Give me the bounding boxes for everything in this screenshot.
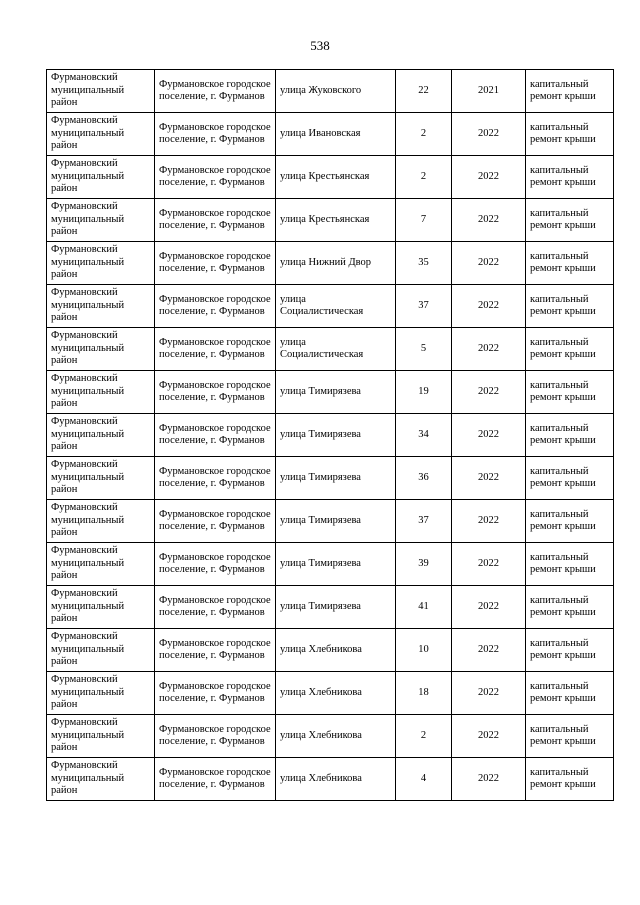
house-number-cell: 34 xyxy=(396,414,452,457)
table-row xyxy=(47,242,614,285)
settlement-cell: Фурмановское городское поселение, г. Фурманов xyxy=(155,715,276,758)
work-type-cell: капитальный ремонт крыши xyxy=(526,457,614,500)
house-number-cell: 18 xyxy=(396,672,452,715)
street-cell: улица Крестьянская xyxy=(276,199,396,242)
year-cell: 2021 xyxy=(452,70,526,113)
table-row xyxy=(47,371,614,414)
settlement-cell: Фурмановское городское поселение, г. Фурманов xyxy=(155,672,276,715)
district-cell: Фурмановский муниципальный район xyxy=(47,672,155,715)
work-type-cell: капитальный ремонт крыши xyxy=(526,113,614,156)
street-cell: улица Жуковского xyxy=(276,70,396,113)
district-cell: Фурмановский муниципальный район xyxy=(47,414,155,457)
street-cell: улица Тимирязева xyxy=(276,457,396,500)
district-cell: Фурмановский муниципальный район xyxy=(47,242,155,285)
table-row xyxy=(47,285,614,328)
year-cell: 2022 xyxy=(452,113,526,156)
street-cell: улица Тимирязева xyxy=(276,371,396,414)
table-row xyxy=(47,113,614,156)
table-row xyxy=(47,629,614,672)
district-cell: Фурмановский муниципальный район xyxy=(47,586,155,629)
street-cell: улица Тимирязева xyxy=(276,586,396,629)
district-cell: Фурмановский муниципальный район xyxy=(47,500,155,543)
street-cell: улица Тимирязева xyxy=(276,543,396,586)
settlement-cell: Фурмановское городское поселение, г. Фурманов xyxy=(155,328,276,371)
work-type-cell: капитальный ремонт крыши xyxy=(526,371,614,414)
settlement-cell: Фурмановское городское поселение, г. Фурманов xyxy=(155,70,276,113)
house-number-cell: 22 xyxy=(396,70,452,113)
table-row xyxy=(47,758,614,801)
district-cell: Фурмановский муниципальный район xyxy=(47,156,155,199)
district-cell: Фурмановский муниципальный район xyxy=(47,543,155,586)
house-number-cell: 35 xyxy=(396,242,452,285)
work-type-cell: капитальный ремонт крыши xyxy=(526,70,614,113)
settlement-cell: Фурмановское городское поселение, г. Фурманов xyxy=(155,586,276,629)
year-cell: 2022 xyxy=(452,371,526,414)
street-cell: улица Тимирязева xyxy=(276,500,396,543)
street-cell: улица Хлебникова xyxy=(276,629,396,672)
street-cell: улица Ивановская xyxy=(276,113,396,156)
table-row xyxy=(47,457,614,500)
year-cell: 2022 xyxy=(452,242,526,285)
street-cell: улица Крестьянская xyxy=(276,156,396,199)
table-row xyxy=(47,328,614,371)
work-type-cell: капитальный ремонт крыши xyxy=(526,328,614,371)
table-row xyxy=(47,586,614,629)
table-row xyxy=(47,500,614,543)
settlement-cell: Фурмановское городское поселение, г. Фурманов xyxy=(155,414,276,457)
table-row xyxy=(47,156,614,199)
work-type-cell: капитальный ремонт крыши xyxy=(526,500,614,543)
district-cell: Фурмановский муниципальный район xyxy=(47,113,155,156)
table-row xyxy=(47,715,614,758)
year-cell: 2022 xyxy=(452,543,526,586)
street-cell: улица Социалистическая xyxy=(276,285,396,328)
settlement-cell: Фурмановское городское поселение, г. Фурманов xyxy=(155,543,276,586)
house-number-cell: 39 xyxy=(396,543,452,586)
street-cell: улица Хлебникова xyxy=(276,758,396,801)
settlement-cell: Фурмановское городское поселение, г. Фурманов xyxy=(155,242,276,285)
district-cell: Фурмановский муниципальный район xyxy=(47,199,155,242)
street-cell: улица Социалистическая xyxy=(276,328,396,371)
work-type-cell: капитальный ремонт крыши xyxy=(526,586,614,629)
work-type-cell: капитальный ремонт крыши xyxy=(526,242,614,285)
year-cell: 2022 xyxy=(452,715,526,758)
year-cell: 2022 xyxy=(452,285,526,328)
settlement-cell: Фурмановское городское поселение, г. Фурманов xyxy=(155,156,276,199)
street-cell: улица Нижний Двор xyxy=(276,242,396,285)
work-type-cell: капитальный ремонт крыши xyxy=(526,543,614,586)
street-cell: улица Хлебникова xyxy=(276,672,396,715)
work-type-cell: капитальный ремонт крыши xyxy=(526,199,614,242)
settlement-cell: Фурмановское городское поселение, г. Фурманов xyxy=(155,457,276,500)
work-type-cell: капитальный ремонт крыши xyxy=(526,285,614,328)
table-row xyxy=(47,70,614,113)
year-cell: 2022 xyxy=(452,672,526,715)
street-cell: улица Хлебникова xyxy=(276,715,396,758)
settlement-cell: Фурмановское городское поселение, г. Фурманов xyxy=(155,629,276,672)
table-row xyxy=(47,199,614,242)
house-number-cell: 5 xyxy=(396,328,452,371)
year-cell: 2022 xyxy=(452,199,526,242)
work-type-cell: капитальный ремонт крыши xyxy=(526,672,614,715)
year-cell: 2022 xyxy=(452,328,526,371)
district-cell: Фурмановский муниципальный район xyxy=(47,285,155,328)
house-number-cell: 2 xyxy=(396,113,452,156)
house-number-cell: 36 xyxy=(396,457,452,500)
district-cell: Фурмановский муниципальный район xyxy=(47,371,155,414)
table-body xyxy=(47,70,614,801)
house-number-cell: 4 xyxy=(396,758,452,801)
settlement-cell: Фурмановское городское поселение, г. Фурманов xyxy=(155,500,276,543)
work-type-cell: капитальный ремонт крыши xyxy=(526,156,614,199)
settlement-cell: Фурмановское городское поселение, г. Фурманов xyxy=(155,113,276,156)
house-number-cell: 37 xyxy=(396,285,452,328)
settlement-cell: Фурмановское городское поселение, г. Фурманов xyxy=(155,285,276,328)
district-cell: Фурмановский муниципальный район xyxy=(47,629,155,672)
work-type-cell: капитальный ремонт крыши xyxy=(526,758,614,801)
work-type-cell: капитальный ремонт крыши xyxy=(526,629,614,672)
year-cell: 2022 xyxy=(452,156,526,199)
district-cell: Фурмановский муниципальный район xyxy=(47,457,155,500)
street-cell: улица Тимирязева xyxy=(276,414,396,457)
year-cell: 2022 xyxy=(452,457,526,500)
district-cell: Фурмановский муниципальный район xyxy=(47,328,155,371)
year-cell: 2022 xyxy=(452,586,526,629)
year-cell: 2022 xyxy=(452,414,526,457)
house-number-cell: 10 xyxy=(396,629,452,672)
table-row xyxy=(47,414,614,457)
house-number-cell: 37 xyxy=(396,500,452,543)
settlement-cell: Фурмановское городское поселение, г. Фурманов xyxy=(155,758,276,801)
district-cell: Фурмановский муниципальный район xyxy=(47,715,155,758)
house-number-cell: 7 xyxy=(396,199,452,242)
house-number-cell: 19 xyxy=(396,371,452,414)
work-type-cell: капитальный ремонт крыши xyxy=(526,414,614,457)
house-number-cell: 2 xyxy=(396,156,452,199)
district-cell: Фурмановский муниципальный район xyxy=(47,758,155,801)
table-row xyxy=(47,543,614,586)
district-cell: Фурмановский муниципальный район xyxy=(47,70,155,113)
table-row xyxy=(47,672,614,715)
settlement-cell: Фурмановское городское поселение, г. Фурманов xyxy=(155,371,276,414)
settlement-cell: Фурмановское городское поселение, г. Фурманов xyxy=(155,199,276,242)
roof-repair-table xyxy=(46,69,614,801)
house-number-cell: 41 xyxy=(396,586,452,629)
house-number-cell: 2 xyxy=(396,715,452,758)
work-type-cell: капитальный ремонт крыши xyxy=(526,715,614,758)
year-cell: 2022 xyxy=(452,500,526,543)
year-cell: 2022 xyxy=(452,758,526,801)
year-cell: 2022 xyxy=(452,629,526,672)
page-number: 538 xyxy=(310,38,330,53)
